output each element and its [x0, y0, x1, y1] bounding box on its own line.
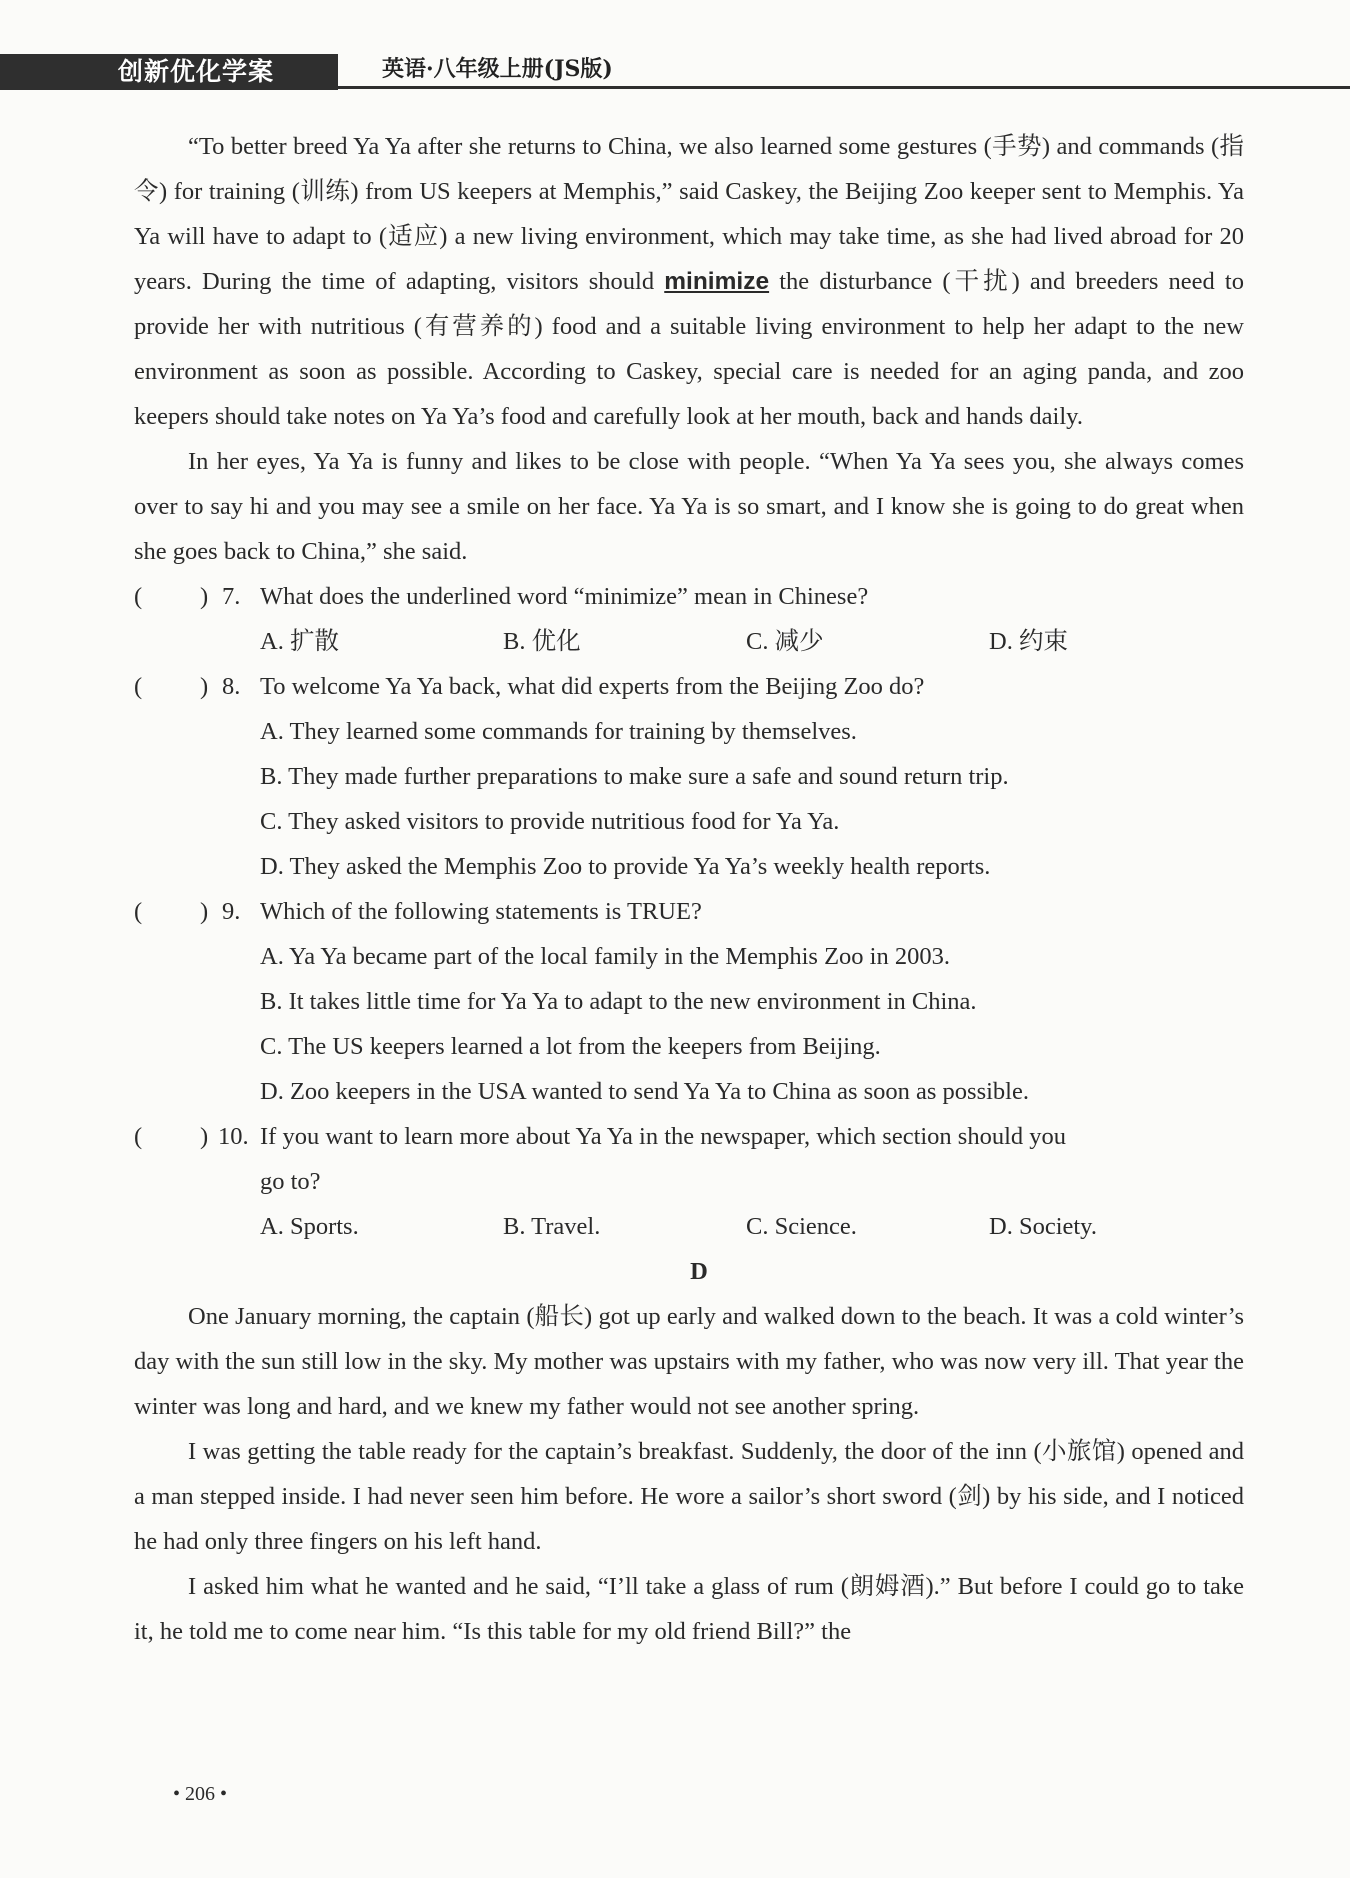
book-title: 英语·八年级上册(JS版)	[382, 56, 613, 82]
passage-d-paragraph-1: One January morning, the captain (船长) got up early and walked down to the beach. It was a cold winter’s day with the sun still low in the sky. My mother was upstairs with my father, who was now very ill. That year the winter was long and hard, and we knew my father would not see another spring.	[134, 1303, 1244, 1420]
option-b: B. They made further preparations to make sure a safe and sound return trip.	[260, 763, 1009, 790]
option-d: D. Zoo keepers in the USA wanted to send Ya Ya to China as soon as possible.	[260, 1078, 1029, 1105]
option-d: D. 约束	[989, 628, 1068, 655]
option-c: C. 减少	[746, 628, 824, 655]
page-content	[134, 124, 1244, 1654]
option-a: A. 扩散	[260, 628, 339, 655]
answer-bracket-close: )	[200, 673, 209, 700]
answer-bracket-open: (	[134, 583, 143, 610]
question-number: 8.	[222, 673, 241, 700]
paragraph-text: “To better breed Ya Ya after she returns to China, we also learned some gestures (手势) and commands (指令) for training (训练) from US keepers at Memphis,” said Caskey, the Beijing Zoo keeper sent to Memphis. Ya Ya will have to adapt to (适应) a new living environment, which may take time, as she had lived abroad for 20 years. During the time of adapting, visitors should	[134, 133, 1244, 295]
question-10	[134, 1114, 1244, 1249]
section-heading-d: D	[690, 1258, 708, 1285]
question-text: To welcome Ya Ya back, what did experts from the Beijing Zoo do?	[260, 673, 925, 700]
question-text: If you want to learn more about Ya Ya in the newspaper, which section should you	[260, 1123, 1067, 1150]
passage-c-paragraph-1	[134, 124, 1244, 439]
question-number: 7.	[222, 583, 241, 610]
passage-d-paragraph-3: I asked him what he wanted and he said, “I’ll take a glass of rum (朗姆酒).” But before I could go to take it, he told me to come near him. “Is this table for my old friend Bill?” the	[134, 1573, 1244, 1645]
option-row	[134, 1204, 1244, 1249]
option-a: A. Sports.	[260, 1213, 359, 1240]
passage-c-paragraph-2: In her eyes, Ya Ya is funny and likes to be close with people. “When Ya Ya sees you, she always comes over to say hi and you may see a smile on her face. Ya Ya is so smart, and I know she is going to do great when she goes back to China,” she said.	[134, 448, 1244, 565]
answer-bracket-open: (	[134, 898, 143, 925]
option-d: D. They asked the Memphis Zoo to provide Ya Ya’s weekly health reports.	[260, 853, 991, 880]
answer-bracket-close: )	[200, 583, 209, 610]
question-text: What does the underlined word “minimize” mean in Chinese?	[260, 583, 869, 610]
question-text: Which of the following statements is TRUE?	[260, 898, 702, 925]
question-number: 9.	[222, 898, 241, 925]
passage-d-paragraph-2: I was getting the table ready for the captain’s breakfast. Suddenly, the door of the inn (小旅馆) opened and a man stepped inside. I had never seen him before. He wore a sailor’s short sword (剑) by his side, and I noticed he had only three fingers on his left hand.	[134, 1438, 1244, 1555]
series-brand: 创新优化学案	[0, 54, 338, 90]
answer-bracket-open: (	[134, 1123, 143, 1150]
option-c: C. The US keepers learned a lot from the keepers from Beijing.	[260, 1033, 881, 1060]
paragraph-text: the disturbance (干扰) and breeders need to provide her with nutritious (有营养的) food and a suitable living environment to help her adapt to the new environment as soon as possible. According to Caskey, special care is needed for an aging panda, and zoo keepers should take notes on Ya Ya’s food and carefully look at her mouth, back and hands daily.	[134, 268, 1244, 430]
question-text-continued: go to?	[260, 1168, 321, 1195]
page-header	[0, 54, 1350, 90]
option-a: A. They learned some commands for training by themselves.	[260, 718, 857, 745]
answer-bracket-close: )	[200, 1123, 209, 1150]
option-row	[134, 619, 1244, 664]
option-b: B. It takes little time for Ya Ya to adapt to the new environment in China.	[260, 988, 977, 1015]
option-c: C. They asked visitors to provide nutritious food for Ya Ya.	[260, 808, 840, 835]
question-7	[134, 574, 1244, 664]
option-a: A. Ya Ya became part of the local family in the Memphis Zoo in 2003.	[260, 943, 950, 970]
header-rule	[338, 86, 1350, 89]
option-d: D. Society.	[989, 1213, 1097, 1240]
underlined-word: minimize	[664, 268, 770, 295]
option-b: B. 优化	[503, 628, 581, 655]
question-8	[134, 664, 1244, 889]
page-number: • 206 •	[173, 1783, 228, 1805]
question-number: 10.	[218, 1123, 249, 1150]
answer-bracket-open: (	[134, 673, 143, 700]
option-b: B. Travel.	[503, 1213, 601, 1240]
question-9	[134, 889, 1244, 1114]
answer-bracket-close: )	[200, 898, 209, 925]
option-c: C. Science.	[746, 1213, 857, 1240]
